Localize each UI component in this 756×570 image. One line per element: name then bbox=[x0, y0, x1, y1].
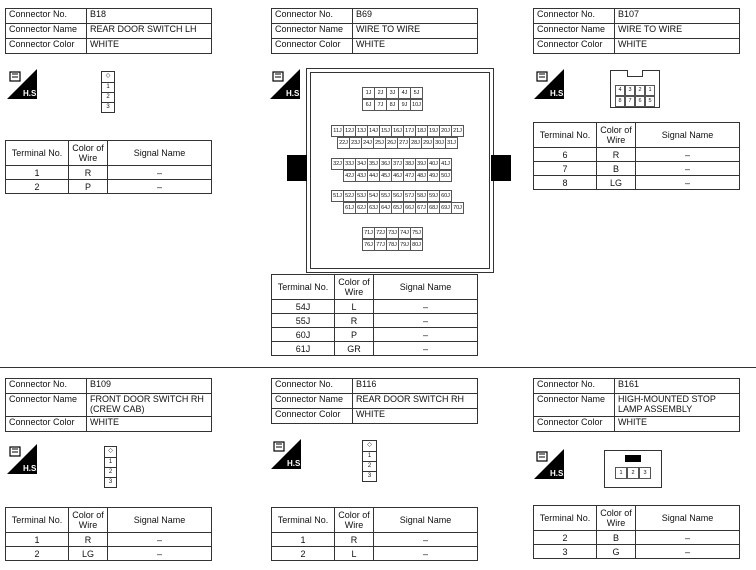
pin: 13J bbox=[355, 125, 368, 137]
table-row: 60J P – bbox=[272, 328, 478, 342]
signal-header: Signal Name bbox=[636, 506, 740, 531]
pin: 71J bbox=[362, 227, 375, 239]
pin: 6 bbox=[635, 96, 645, 107]
section-divider bbox=[0, 367, 756, 368]
connector-no-value: B107 bbox=[615, 9, 740, 24]
pin: 16J bbox=[391, 125, 404, 137]
connector-info-b109 bbox=[5, 378, 212, 432]
hs-icon bbox=[270, 69, 300, 99]
pin: 60J bbox=[439, 190, 452, 202]
pin: 69J bbox=[439, 202, 452, 214]
connector-info-b107 bbox=[533, 8, 740, 54]
table-row: 8 LG – bbox=[534, 176, 740, 190]
pin: 31J bbox=[445, 137, 458, 149]
connector-color-value: WHITE bbox=[353, 39, 478, 54]
pin: 15J bbox=[379, 125, 392, 137]
connector-name-value: FRONT DOOR SWITCH RH (CREW CAB) bbox=[87, 394, 212, 417]
pin: 44J bbox=[367, 170, 380, 182]
pin: 11J bbox=[331, 125, 344, 137]
connector-face-b161 bbox=[604, 450, 662, 488]
svg-text:H.S.: H.S. bbox=[23, 464, 39, 473]
latch-icon: ◇ bbox=[367, 442, 372, 448]
connector-no-label: Connector No. bbox=[534, 9, 615, 24]
terminal-table-b18 bbox=[5, 140, 212, 194]
pin: 1 bbox=[105, 457, 116, 467]
terminal-no-header: Terminal No. bbox=[6, 141, 69, 166]
pin: 68J bbox=[427, 202, 440, 214]
table-row: 1 R – bbox=[6, 166, 212, 180]
pin: 32J bbox=[331, 158, 344, 170]
pin: 2 bbox=[627, 467, 639, 479]
pin: 62J bbox=[355, 202, 368, 214]
pin: 61J bbox=[343, 202, 356, 214]
terminal-no-header: Terminal No. bbox=[534, 506, 597, 531]
table-row: 55J R – bbox=[272, 314, 478, 328]
pin: 70J bbox=[451, 202, 464, 214]
svg-text:H.S.: H.S. bbox=[550, 89, 566, 98]
pin: 66J bbox=[403, 202, 416, 214]
connector-color-value: WHITE bbox=[615, 39, 740, 54]
pin: 54J bbox=[367, 190, 380, 202]
pin: 2J bbox=[374, 87, 387, 99]
color-header: Color of Wire bbox=[597, 506, 636, 531]
pin: 30J bbox=[433, 137, 446, 149]
connector-name-value: REAR DOOR SWITCH RH bbox=[353, 394, 478, 409]
connector-name-value: WIRE TO WIRE bbox=[353, 24, 478, 39]
pin: 14J bbox=[367, 125, 380, 137]
latch-icon bbox=[627, 70, 643, 77]
table-row: 2 P – bbox=[6, 180, 212, 194]
pin: 1 bbox=[363, 451, 376, 461]
pin: 59J bbox=[427, 190, 440, 202]
pin: 47J bbox=[403, 170, 416, 182]
connector-color-value: WHITE bbox=[353, 409, 478, 424]
pin: 1 bbox=[615, 467, 627, 479]
signal-header: Signal Name bbox=[374, 508, 478, 533]
pin: 58J bbox=[415, 190, 428, 202]
connector-color-label: Connector Color bbox=[534, 417, 615, 432]
connector-no-label: Connector No. bbox=[6, 379, 87, 394]
color-header: Color of Wire bbox=[335, 275, 374, 300]
hs-icon bbox=[7, 69, 37, 99]
pin: 41J bbox=[439, 158, 452, 170]
pin: 46J bbox=[391, 170, 404, 182]
connector-color-label: Connector Color bbox=[534, 39, 615, 54]
pin: 74J bbox=[398, 227, 411, 239]
connector-no-value: B69 bbox=[353, 9, 478, 24]
connector-face-b107 bbox=[610, 70, 660, 108]
color-header: Color of Wire bbox=[597, 123, 636, 148]
pin: 12J bbox=[343, 125, 356, 137]
color-header: Color of Wire bbox=[69, 141, 108, 166]
connector-name-value: HIGH-MOUNTED STOP LAMP ASSEMBLY bbox=[615, 394, 740, 417]
connector-name-label: Connector Name bbox=[272, 24, 353, 39]
pin: 19J bbox=[427, 125, 440, 137]
pin: 2 bbox=[102, 92, 114, 102]
pin: 3J bbox=[386, 87, 399, 99]
pin: 5J bbox=[410, 87, 423, 99]
pin: 55J bbox=[379, 190, 392, 202]
terminal-table-b109 bbox=[5, 507, 212, 561]
pin: 42J bbox=[343, 170, 356, 182]
pin: 28J bbox=[409, 137, 422, 149]
pin: 2 bbox=[635, 85, 645, 96]
connector-name-label: Connector Name bbox=[272, 394, 353, 409]
connector-name-label: Connector Name bbox=[534, 24, 615, 39]
connector-info-b161 bbox=[533, 378, 740, 432]
pin: 8 bbox=[615, 96, 625, 107]
hs-icon bbox=[534, 449, 564, 479]
pin: 76J bbox=[362, 239, 375, 251]
hs-icon bbox=[534, 69, 564, 99]
pin: 3 bbox=[363, 471, 376, 481]
pin: 21J bbox=[451, 125, 464, 137]
connector-info-b116 bbox=[271, 378, 478, 424]
connector-no-value: B109 bbox=[87, 379, 212, 394]
connector-no-value: B116 bbox=[353, 379, 478, 394]
pin: 35J bbox=[367, 158, 380, 170]
connector-face-b116 bbox=[362, 440, 377, 482]
pin: 7J bbox=[374, 99, 387, 111]
connector-name-value: WIRE TO WIRE bbox=[615, 24, 740, 39]
signal-header: Signal Name bbox=[108, 508, 212, 533]
pin: 17J bbox=[403, 125, 416, 137]
svg-text:H.S.: H.S. bbox=[23, 89, 39, 98]
table-row: 6 R – bbox=[534, 148, 740, 162]
connector-name-label: Connector Name bbox=[534, 394, 615, 417]
connector-color-value: WHITE bbox=[87, 39, 212, 54]
pin: 45J bbox=[379, 170, 392, 182]
connector-lock-right bbox=[491, 155, 511, 181]
pin: 6J bbox=[362, 99, 375, 111]
terminal-no-header: Terminal No. bbox=[272, 275, 335, 300]
signal-header: Signal Name bbox=[636, 123, 740, 148]
pin: 78J bbox=[386, 239, 399, 251]
pin: 57J bbox=[403, 190, 416, 202]
connector-color-label: Connector Color bbox=[272, 39, 353, 54]
pin: 67J bbox=[415, 202, 428, 214]
pin: 77J bbox=[374, 239, 387, 251]
signal-header: Signal Name bbox=[108, 141, 212, 166]
connector-no-value: B161 bbox=[615, 379, 740, 394]
connector-name-value: REAR DOOR SWITCH LH bbox=[87, 24, 212, 39]
pin: 43J bbox=[355, 170, 368, 182]
pin: 24J bbox=[361, 137, 374, 149]
latch-icon: ◇ bbox=[108, 448, 113, 454]
pin: 40J bbox=[427, 158, 440, 170]
table-row: 2 L – bbox=[272, 547, 478, 561]
pin: 18J bbox=[415, 125, 428, 137]
pin: 75J bbox=[410, 227, 423, 239]
table-row: 1 R – bbox=[6, 533, 212, 547]
pin: 23J bbox=[349, 137, 362, 149]
pin: 49J bbox=[427, 170, 440, 182]
latch-icon bbox=[625, 455, 641, 462]
pin: 29J bbox=[421, 137, 434, 149]
pin: 1J bbox=[362, 87, 375, 99]
pin: 25J bbox=[373, 137, 386, 149]
pin: 2 bbox=[105, 467, 116, 477]
table-row: 61J GR – bbox=[272, 342, 478, 356]
pin: 73J bbox=[386, 227, 399, 239]
connector-color-value: WHITE bbox=[87, 417, 212, 432]
pin: 3 bbox=[625, 85, 635, 96]
pin: 7 bbox=[625, 96, 635, 107]
table-row: 7 B – bbox=[534, 162, 740, 176]
pin: 3 bbox=[105, 477, 116, 487]
table-row: 3 G – bbox=[534, 545, 740, 559]
pin: 79J bbox=[398, 239, 411, 251]
terminal-no-header: Terminal No. bbox=[6, 508, 69, 533]
terminal-table-b107 bbox=[533, 122, 740, 190]
pin: 2 bbox=[363, 461, 376, 471]
svg-text:H.S.: H.S. bbox=[287, 459, 303, 468]
pin: 9J bbox=[398, 99, 411, 111]
pin: 33J bbox=[343, 158, 356, 170]
terminal-no-header: Terminal No. bbox=[534, 123, 597, 148]
svg-text:H.S.: H.S. bbox=[550, 469, 566, 478]
connector-name-label: Connector Name bbox=[6, 394, 87, 417]
terminal-table-b116 bbox=[271, 507, 478, 561]
terminal-table-b69 bbox=[271, 274, 478, 356]
pin: 63J bbox=[367, 202, 380, 214]
pin: 1 bbox=[645, 85, 655, 96]
pin: 26J bbox=[385, 137, 398, 149]
pin: 38J bbox=[403, 158, 416, 170]
connector-color-value: WHITE bbox=[615, 417, 740, 432]
pin: 50J bbox=[439, 170, 452, 182]
pin: 4 bbox=[615, 85, 625, 96]
signal-header: Signal Name bbox=[374, 275, 478, 300]
table-row: 1 R – bbox=[272, 533, 478, 547]
connector-color-label: Connector Color bbox=[6, 39, 87, 54]
connector-no-value: B18 bbox=[87, 9, 212, 24]
pin: 20J bbox=[439, 125, 452, 137]
pin: 10J bbox=[410, 99, 423, 111]
pin: 80J bbox=[410, 239, 423, 251]
connector-info-b18 bbox=[5, 8, 212, 54]
pin: 65J bbox=[391, 202, 404, 214]
pin: 64J bbox=[379, 202, 392, 214]
pin: 72J bbox=[374, 227, 387, 239]
terminal-table-b161 bbox=[533, 505, 740, 559]
table-row: 54J L – bbox=[272, 300, 478, 314]
connector-no-label: Connector No. bbox=[272, 9, 353, 24]
latch-icon: ◇ bbox=[105, 73, 111, 79]
hs-icon bbox=[7, 444, 37, 474]
svg-text:H.S.: H.S. bbox=[286, 89, 302, 98]
color-header: Color of Wire bbox=[69, 508, 108, 533]
pin: 39J bbox=[415, 158, 428, 170]
color-header: Color of Wire bbox=[335, 508, 374, 533]
connector-name-label: Connector Name bbox=[6, 24, 87, 39]
terminal-no-header: Terminal No. bbox=[272, 508, 335, 533]
pin: 1 bbox=[102, 82, 114, 92]
pin: 3 bbox=[639, 467, 651, 479]
connector-lock-left bbox=[287, 155, 307, 181]
pin: 4J bbox=[398, 87, 411, 99]
pin: 34J bbox=[355, 158, 368, 170]
connector-no-label: Connector No. bbox=[534, 379, 615, 394]
pin: 56J bbox=[391, 190, 404, 202]
connector-color-label: Connector Color bbox=[272, 409, 353, 424]
pin: 48J bbox=[415, 170, 428, 182]
pin: 53J bbox=[355, 190, 368, 202]
pin: 5 bbox=[645, 96, 655, 107]
table-row: 2 B – bbox=[534, 531, 740, 545]
pin: 3 bbox=[102, 102, 114, 112]
connector-face-b109 bbox=[104, 446, 117, 488]
pin: 22J bbox=[337, 137, 350, 149]
connector-color-label: Connector Color bbox=[6, 417, 87, 432]
hs-icon bbox=[271, 439, 301, 469]
connector-info-b69 bbox=[271, 8, 478, 54]
connector-face-b18 bbox=[101, 71, 115, 113]
pin: 51J bbox=[331, 190, 344, 202]
pin: 37J bbox=[391, 158, 404, 170]
table-row: 2 LG – bbox=[6, 547, 212, 561]
pin: 27J bbox=[397, 137, 410, 149]
connector-no-label: Connector No. bbox=[6, 9, 87, 24]
connector-no-label: Connector No. bbox=[272, 379, 353, 394]
pin: 36J bbox=[379, 158, 392, 170]
pin: 52J bbox=[343, 190, 356, 202]
pin: 8J bbox=[386, 99, 399, 111]
